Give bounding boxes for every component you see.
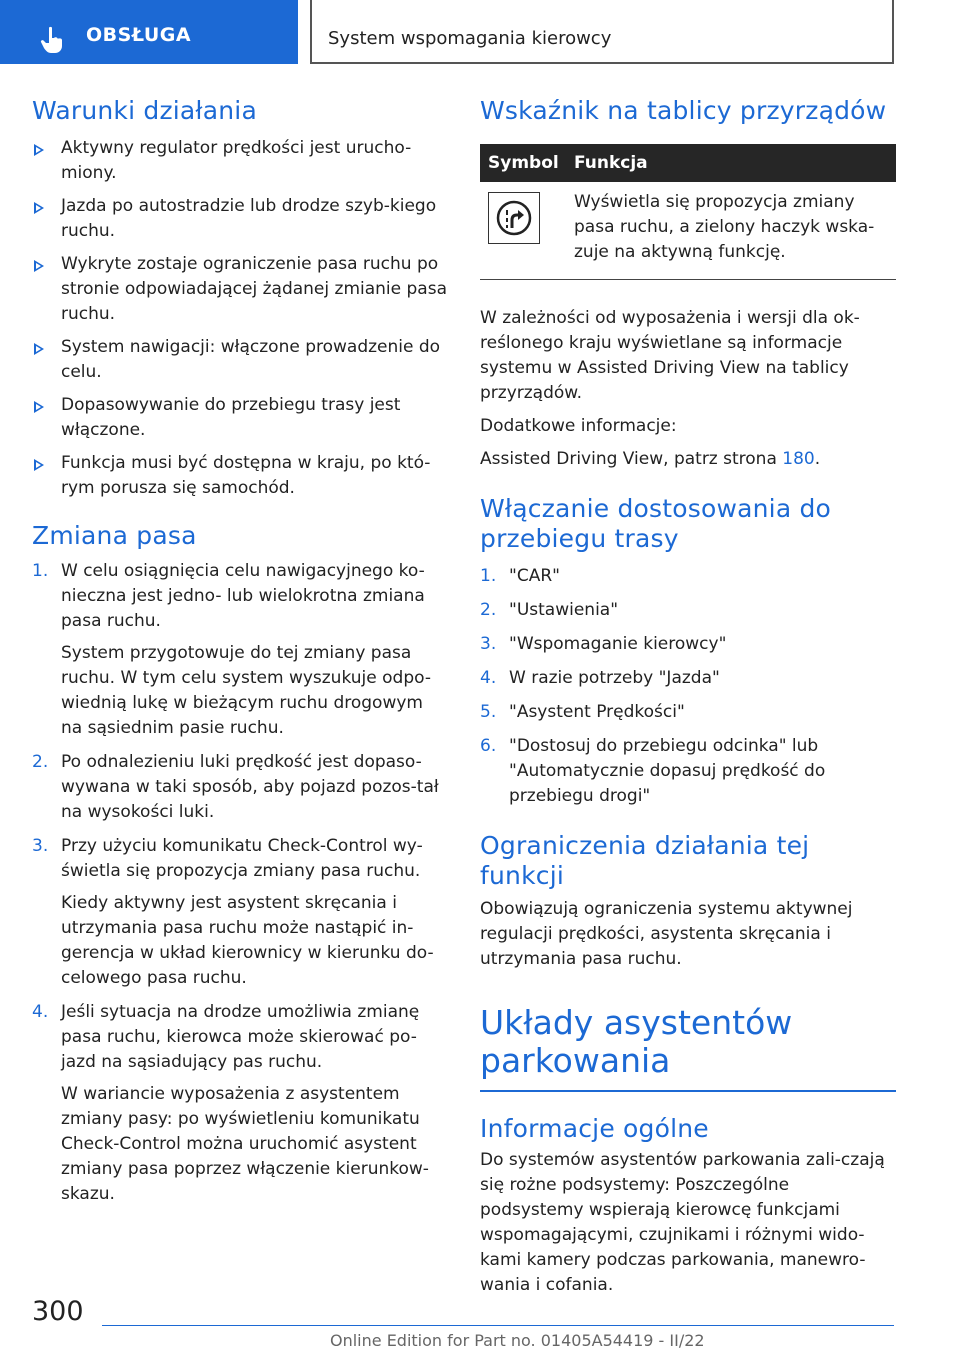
list-item: 3. Przy użyciu komunikatu Check-Control wy-świetla się propozycja zmiany pasa ruchu. Kiedy aktywny jest asystent skręcania i utrzymania pasa ruchu może nastąpić in-gerencja w układ kierownicy w kierunku do-celowego pasa ruchu. [32, 836, 434, 988]
list-item: Aktywny regulator prędkości jest urucho-miony. [32, 136, 448, 186]
list-item: 3. "Wspomaganie kierowcy" [480, 634, 727, 654]
bullet-triangle-icon [34, 343, 44, 355]
enable-steps [480, 564, 896, 809]
hand-pointer-icon [40, 26, 64, 54]
table-header-function: Funkcja [566, 144, 896, 182]
list-item: 4. W razie potrzeby "Jazda" [480, 668, 720, 688]
limits-heading: Ograniczenia działania tej funkcji [480, 831, 810, 890]
lane-change-symbol [488, 192, 540, 244]
list-item: 5. "Asystent Prędkości" [480, 702, 685, 722]
bullet-triangle-icon [34, 202, 44, 214]
list-item: System nawigacji: włączone prowadzenie do celu. [32, 335, 448, 385]
table-row [480, 182, 896, 280]
section-tab [0, 0, 298, 64]
right-column [480, 96, 896, 1298]
limits-text: Obowiązują ograniczenia systemu aktywnej regulacji prędkości, asystenta skręcania i utrzymania pasa ruchu. [480, 899, 853, 969]
bullet-triangle-icon [34, 401, 44, 413]
conditions-heading: Warunki działania [32, 96, 257, 125]
list-item: 2. "Ustawienia" [480, 600, 619, 620]
chapter-header [310, 0, 894, 64]
list-item: 4. Jeśli sytuacja na drodze umożliwia zmianę pasa ruchu, kierowca może skierować po-jazd na sąsiadujący pas ruchu. W wariancie wyposażenia z asystentem zmiany pasy: po wyświetleniu komunikatu Check-Control można uruchomić asystent zmiany pasa poprzez włączenie kierunkow-skazu. [32, 1002, 429, 1204]
table-header-symbol: Symbol [480, 144, 566, 182]
parking-text: Do systemów asystentów parkowania zali-czają się rożne podsystemy: Poszczególne podsystemy wspierają kierowcę funkcjami wspomagającymi, czujnikami i różnymi wido-kami kamery podczas parkowania, manewro-wania i cofania. [480, 1150, 885, 1295]
title-rule [480, 1090, 896, 1092]
conditions-list [32, 136, 448, 501]
list-item: Funkcja musi być dostępna w kraju, po któ-rym porusza się samochód. [32, 451, 448, 501]
indicator-heading: Wskaźnik na tablicy przyrządów [480, 96, 887, 125]
list-item: 6. "Dostosuj do przebiegu odcinka" lub "Automatycznie dopasuj prędkość do przebiegu drogi" [480, 736, 826, 806]
lane-change-arrow-icon [494, 198, 534, 238]
general-info-heading: Informacje ogólne [480, 1114, 709, 1143]
lane-change-heading: Zmiana pasa [32, 521, 197, 550]
bullet-triangle-icon [34, 459, 44, 471]
page-number: 300 [32, 1296, 84, 1327]
list-item: 1. W celu osiągnięcia celu nawigacyjnego ko-nieczna jest jedno- lub wielokrotna zmiana pasa ruchu. System przygotowuje do tej zmiany pasa ruchu. W tym celu system wyszukuje odpo-wiednią lukę w bieżącym ruchu drogowym na sąsiednim pasie ruchu. [32, 561, 431, 738]
cross-reference: Assisted Driving View, patrz strona 180. [480, 449, 821, 469]
left-column [32, 96, 448, 1216]
additional-info-label: Dodatkowe informacje: [480, 416, 677, 436]
table-cell-function: Wyświetla się propozycja zmiany pasa ruchu, a zielony haczyk wska-zuje na aktywną funkcję. [566, 182, 896, 280]
bullet-triangle-icon [34, 144, 44, 156]
list-item: Wykryte zostaje ograniczenie pasa ruchu po stronie odpowiadającej żądanej zmianie pasa ruchu. [32, 252, 448, 327]
list-item: 1. "CAR" [480, 566, 560, 586]
list-item: 2. Po odnalezieniu luki prędkość jest dopaso-wywana w taki sposób, aby pojazd pozos-tał na wysokości luki. [32, 752, 439, 822]
lane-change-steps [32, 559, 448, 1207]
bullet-triangle-icon [34, 260, 44, 272]
info-paragraph: W zależności od wyposażenia i wersji dla ok-reślonego kraju wyświetlane są informacje systemu w Assisted Driving View na tablicy przyrządów. [480, 308, 860, 403]
list-item: Jazda po autostradzie lub drodze szyb-kiego ruchu. [32, 194, 448, 244]
chapter-title: System wspomagania kierowcy [328, 28, 612, 49]
page-link[interactable]: 180 [782, 449, 815, 469]
edition-note: Online Edition for Part no. 01405A54419 - II/22 [330, 1331, 705, 1350]
footer-rule [102, 1325, 894, 1326]
symbol-table [480, 144, 896, 280]
enable-heading: Włączanie dostosowania do przebiegu trasy [480, 494, 832, 553]
section-tab-label: OBSŁUGA [86, 24, 192, 46]
parking-title: Układy asystentów parkowania [480, 1003, 793, 1080]
list-item: Dopasowywanie do przebiegu trasy jest włączone. [32, 393, 448, 443]
